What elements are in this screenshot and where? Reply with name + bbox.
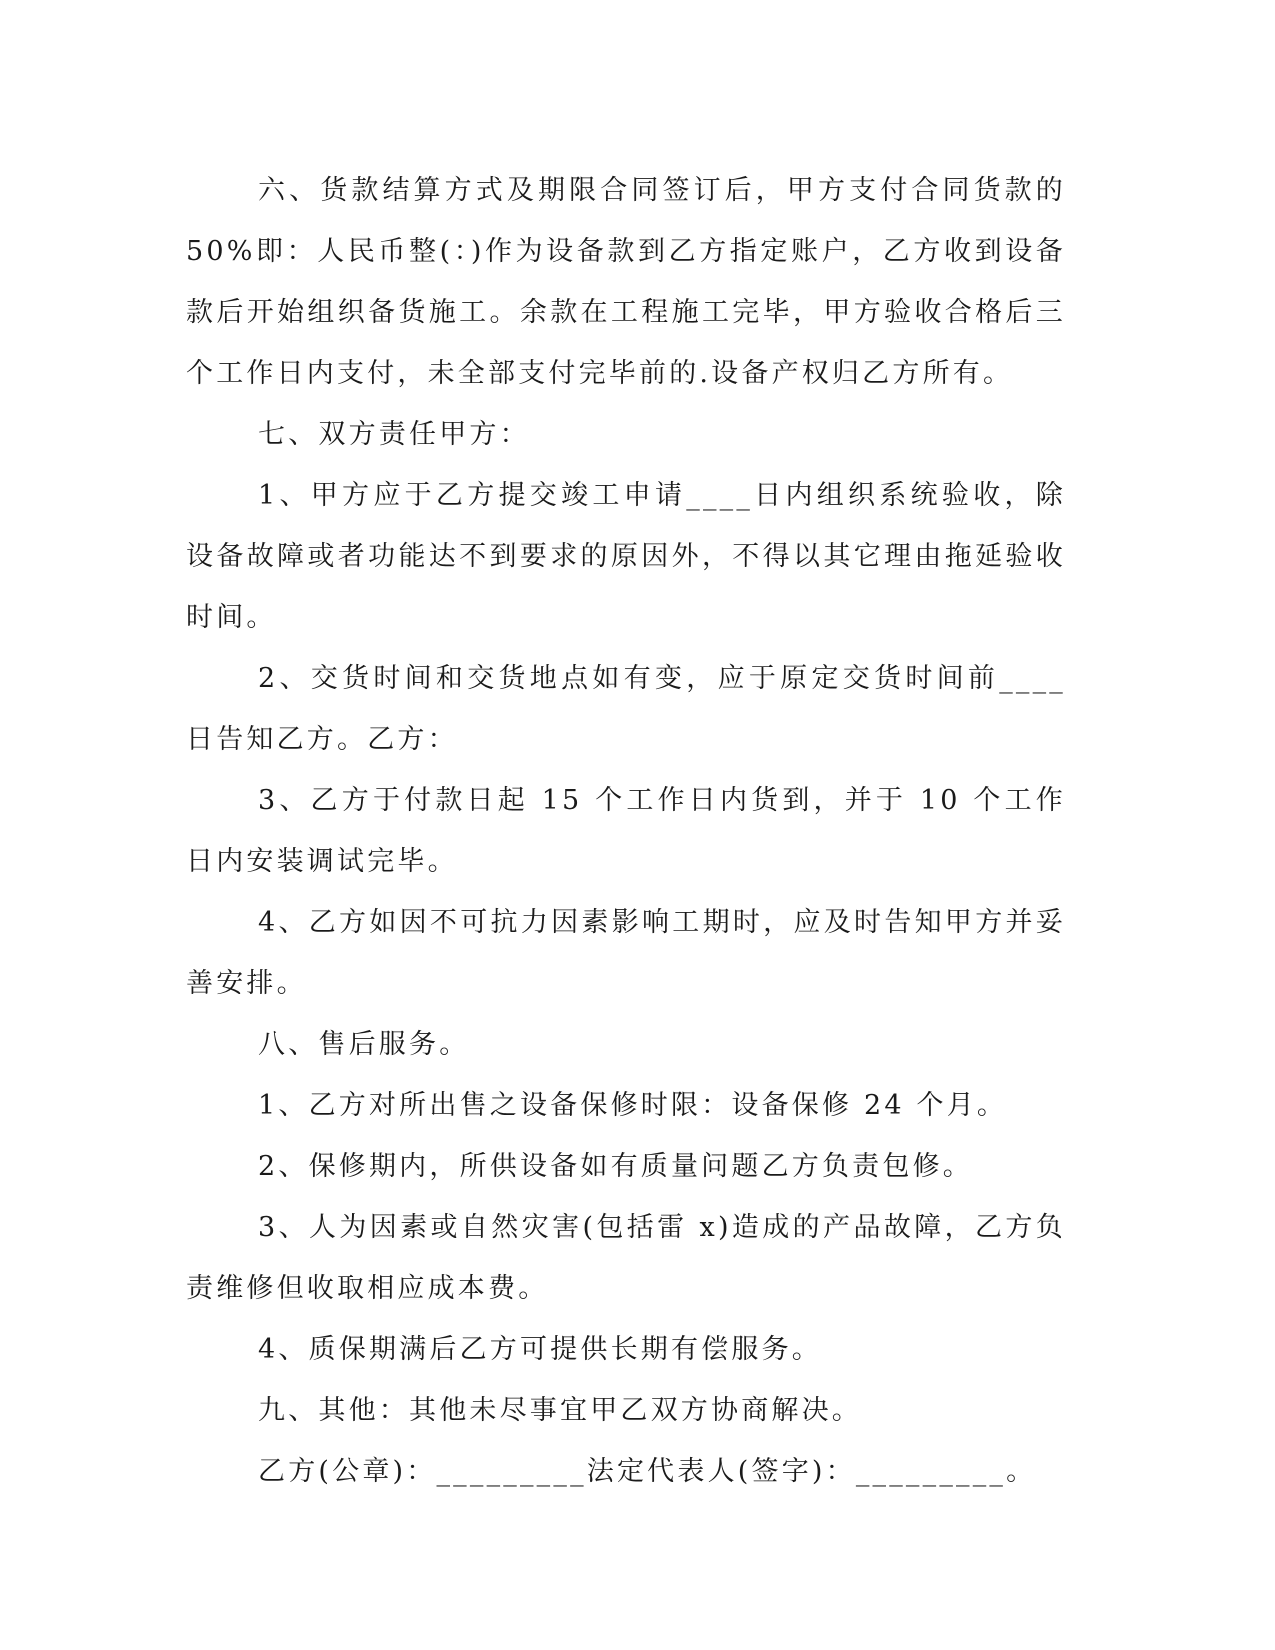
section-7-heading: 七、双方责任甲方： bbox=[258, 419, 530, 450]
section-8-heading: 八、售后服务。 bbox=[258, 1029, 470, 1060]
section-7-item-2: 2、交货时间和交货地点如有变，应于原定交货时间前____日告知乙方。乙方： bbox=[186, 663, 1066, 755]
section-7-item-3: 3、乙方于付款日起 15 个工作日内货到，并于 10 个工作日内安装调试完毕。 bbox=[186, 785, 1066, 877]
document-body bbox=[186, 160, 1078, 1502]
section-8-item-1: 1、乙方对所出售之设备保修时限：设备保修 24 个月。 bbox=[258, 1090, 1008, 1121]
section-8-item-2: 2、保修期内，所供设备如有质量问题乙方负责包修。 bbox=[258, 1151, 973, 1182]
section-9-other: 九、其他：其他未尽事宜甲乙双方协商解决。 bbox=[258, 1395, 862, 1426]
section-6-payment: 六、货款结算方式及期限合同签订后，甲方支付合同货款的 50%即：人民币整(：)作为设备款到乙方指定账户，乙方收到设备款后开始组织备货施工。余款在工程施工完毕，甲方验收合格后三个工作日内支付，未全部支付完毕前的.设备产权归乙方所有。 bbox=[186, 175, 1078, 389]
section-7-item-4: 4、乙方如因不可抗力因素影响工期时，应及时告知甲方并妥善安排。 bbox=[186, 907, 1066, 999]
section-8-item-4: 4、质保期满后乙方可提供长期有偿服务。 bbox=[258, 1334, 822, 1365]
section-8-item-3: 3、人为因素或自然灾害(包括雷 x)造成的产品故障，乙方负责维修但收取相应成本费。 bbox=[186, 1212, 1066, 1304]
signature-line: 乙方(公章)：_________法定代表人(签字)：_________。 bbox=[258, 1456, 1037, 1487]
section-7-item-1: 1、甲方应于乙方提交竣工申请____日内组织系统验收，除设备故障或者功能达不到要求的原因外，不得以其它理由拖延验收时间。 bbox=[186, 480, 1066, 633]
